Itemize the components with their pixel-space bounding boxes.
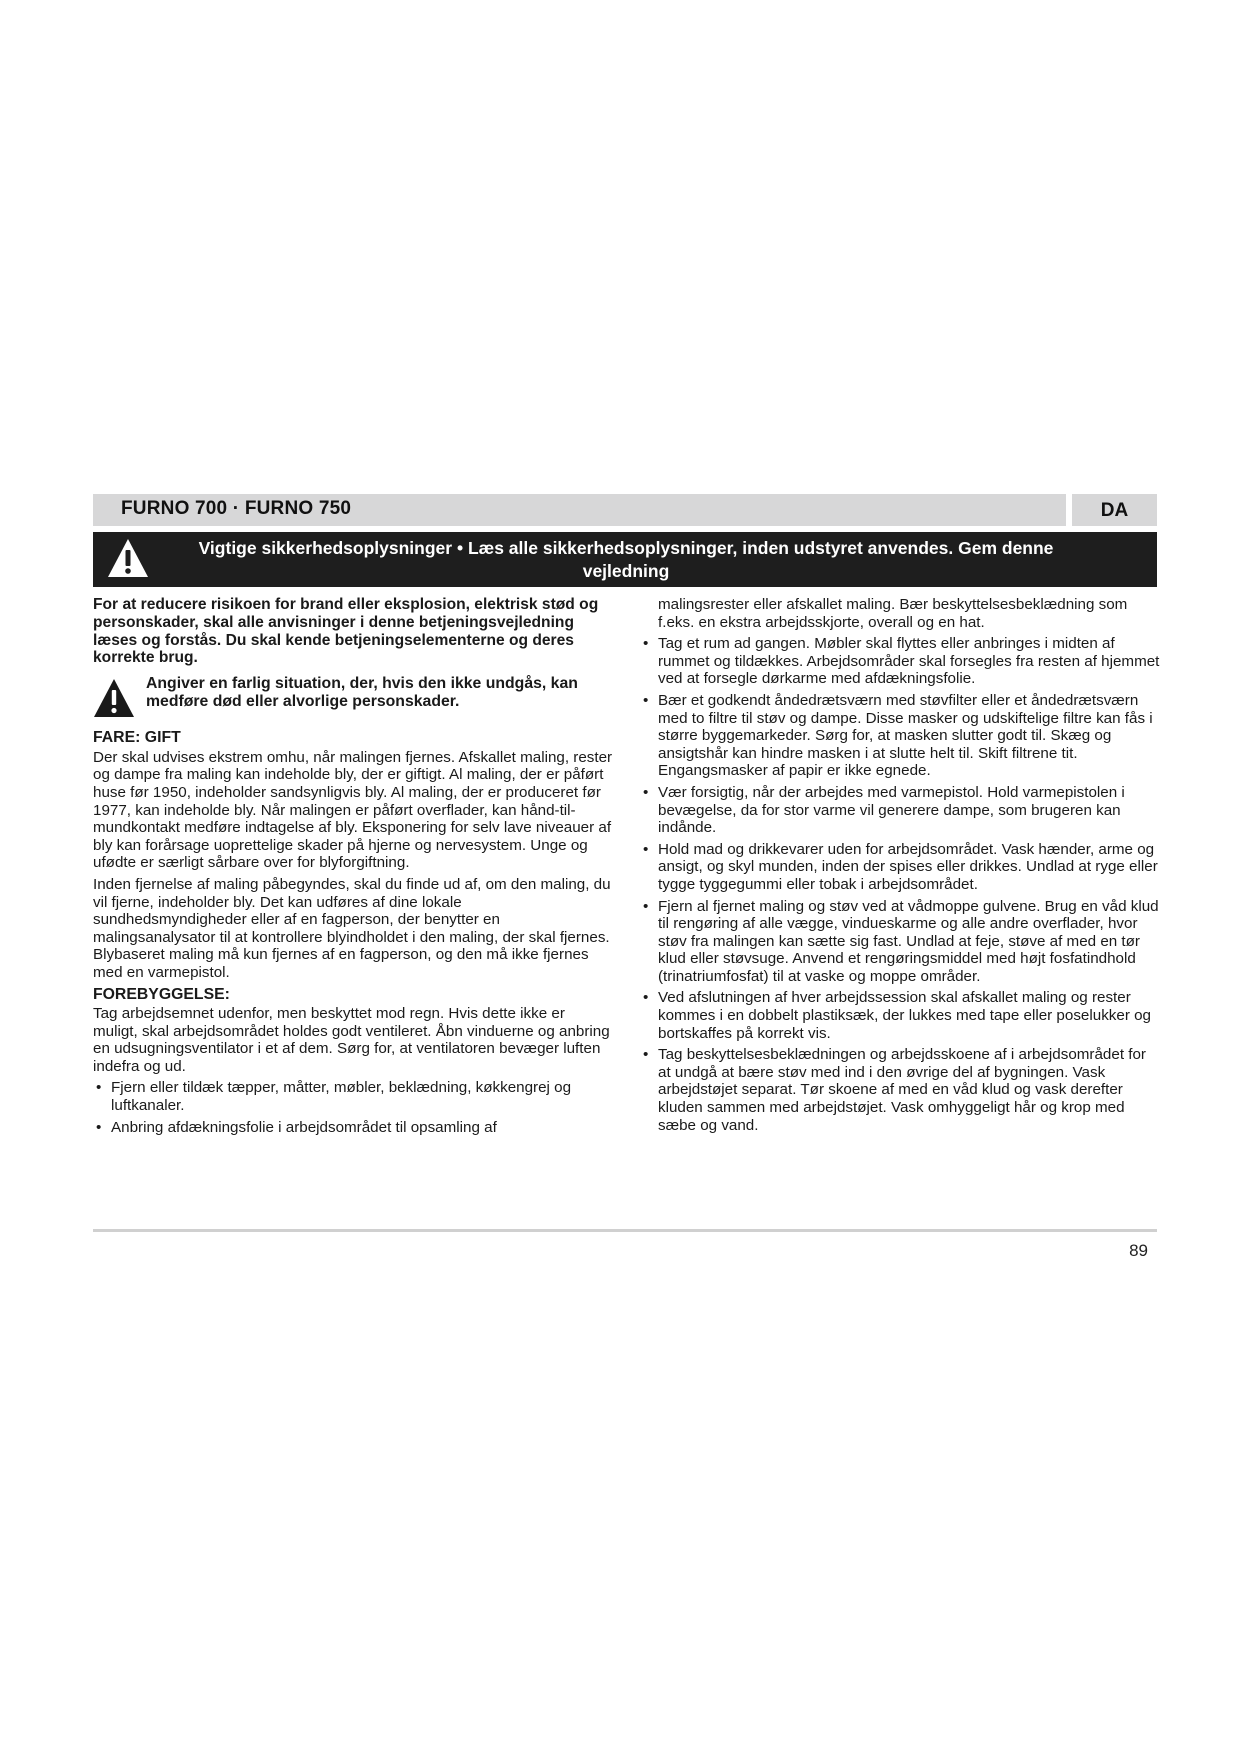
- list-item: • Tag beskyttelsesbeklædningen og arbejdsskoene af i arbejdsområdet for at undgå at bære støv med ind i den øvrige del af bygningen. Vask arbejdstøjet separat. Tør skoene af med en våd klud og vask derefter kluden sammen med arbejdstøjet. Vask omhyggeligt hår og krop med sæbe og vand.: [640, 1046, 1160, 1134]
- list-item: • Ved afslutningen af hver arbejdssession skal afskallet maling og rester kommes i en dobbelt plastiksæk, der lukkes med tape eller poselukker og bortskaffes på korrekt vis.: [640, 989, 1160, 1042]
- language-badge: DA: [1100, 500, 1129, 521]
- list-item: • Bær et godkendt åndedrætsværn med støvfilter eller et åndedrætsværn med to filtre til støv og dampe. Disse masker og udskiftelige filtre kan fås i større byggemarkeder. Sørg for, at masken slutter godt til. Skæg og ansigtshår kan hindre masken i at slutte helt til. Skift filtrene tit. Engangsmasker af papir er ikke egnede.: [640, 692, 1160, 780]
- intro-paragraph: For at reducere risikoen for brand eller eksplosion, elektrisk stød og personskader, skal alle anvisninger i denne betjeningsvejledning læses og forstås. Du skal kende betjeningselementerne og deres korrekte brug.: [93, 596, 599, 667]
- safety-banner-text: Vigtige sikkerhedsoplysninger • Læs alle sikkerhedsoplysninger, inden udstyret anvendes. Gem denne vejledning: [198, 538, 1054, 581]
- list-item-continuation: malingsrester eller afskallet maling. Bær beskyttelsesbeklædning som f.eks. en ekstra arbejdsskjorte, overall og en hat.: [658, 596, 1128, 631]
- page-number: 89: [1129, 1241, 1148, 1260]
- warning-triangle-icon: [106, 536, 150, 580]
- danger-heading: FARE: GIFT: [93, 729, 181, 747]
- left-column: [93, 596, 613, 1140]
- prevention-heading: FOREBYGGELSE:: [93, 985, 230, 1003]
- document-title: FURNO 700 · FURNO 750: [121, 498, 352, 519]
- danger-paragraph-2: Inden fjernelse af maling påbegyndes, skal du finde ud af, om den maling, du vil fjerne, indeholder bly. Det kan udføres af dine lokale sundhedsmyndigheder eller af en fagperson, der benytter en malingsanalysator til at kontrollere blyindholdet i den maling, der skal fjernes. Blybaseret maling må kun fjernes af en fagperson, og den må ikke fjernes med en varmepistol.: [93, 875, 611, 981]
- list-item: • Anbring afdækningsfolie i arbejdsområdet til opsamling af: [93, 1119, 613, 1137]
- footer-rule: [93, 1229, 1157, 1232]
- right-bullet-list: [640, 596, 1160, 1134]
- list-item: • Fjern al fjernet maling og støv ved at vådmoppe gulvene. Brug en våd klud til rengøring af alle vægge, vindueskarme og alle andre overflader, hvor støv fra malingen kan sætte sig fast. Undlad at feje, støve af med en tør klud eller støvsuge. Anvend et rengøringsmiddel med højt fosfatindhold (trinatriumfosfat) til at vaske og moppe områder.: [640, 898, 1160, 986]
- left-bullet-list: [93, 1079, 613, 1136]
- danger-paragraph-1: Der skal udvises ekstrem omhu, når malingen fjernes. Afskallet maling, rester og dampe fra maling kan indeholde bly, der er giftigt. Al maling, der er påført huse før 1950, indeholder sandsynligvis bly. Al maling, der er produceret før 1977, kan indeholde bly. Når malingen er påført overflader, kan hånd-til-mundkontakt medføre indtagelse af bly. Eksponering for selv lave niveauer af bly kan forårsage uoprettelige skader på hjerne og nervesystem. Unge og ufødte er særligt sårbare over for blyforgiftning.: [93, 748, 613, 872]
- right-column: [640, 596, 1160, 1138]
- list-item: • Vær forsigtig, når der arbejdes med varmepistol. Hold varmepistolen i bevægelse, da for stor varme vil generere dampe, som brugeren kan indånde.: [640, 784, 1160, 837]
- list-item: • Fjern eller tildæk tæpper, måtter, møbler, beklædning, køkkengrej og luftkanaler.: [93, 1079, 613, 1114]
- list-item: • Tag et rum ad gangen. Møbler skal flyttes eller anbringes i midten af rummet og tildækkes. Arbejdsområder skal forsegles fra resten af hjemmet ved at forsegle dørkarme med afdækningsfolie.: [640, 635, 1160, 688]
- warning-notice: [93, 675, 613, 721]
- warning-text: Angiver en farlig situation, der, hvis den ikke undgås, kan medføre død eller alvorlige personskader.: [146, 675, 578, 711]
- prevention-paragraph: Tag arbejdsemnet udenfor, men beskyttet mod regn. Hvis dette ikke er muligt, skal arbejdsområdet holdes godt ventileret. Åbn vinduerne og anbring en udsugningsventilator i et af dem. Sørg for, at ventilatoren bevæger luften indefra og ud.: [93, 1005, 610, 1075]
- list-item: • Hold mad og drikkevarer uden for arbejdsområdet. Vask hænder, arme og ansigt, og skyl munden, inden der spises eller drikkes. Undlad at ryge eller tygge tyggegummi eller tobak i arbejdsområdet.: [640, 841, 1160, 894]
- warning-triangle-icon: [93, 678, 135, 718]
